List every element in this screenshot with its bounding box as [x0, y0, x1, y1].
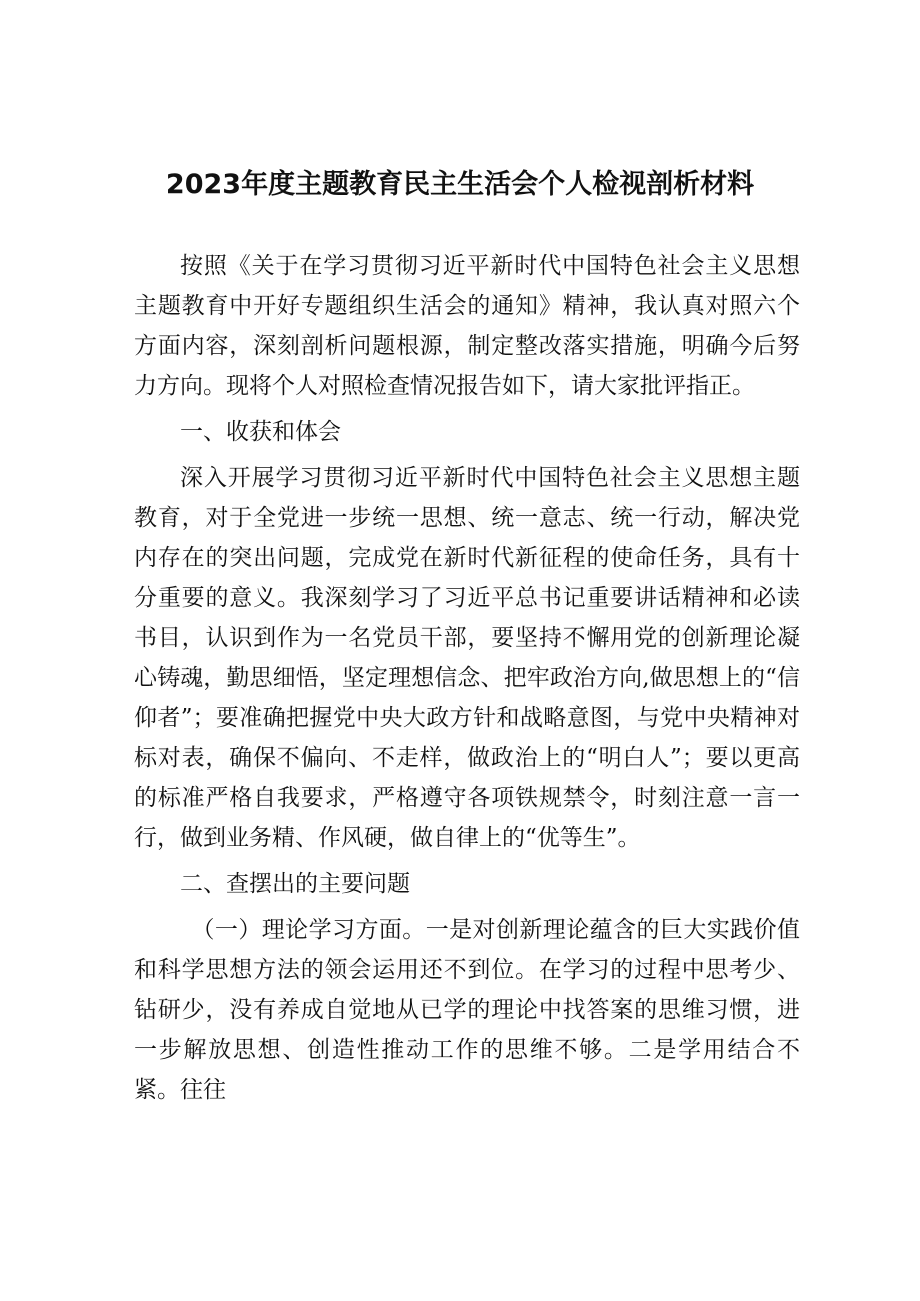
document-title: 2023年度主题教育民主生活会个人检视剖析材料 [165, 169, 755, 200]
section-paragraph-harvest: 深入开展学习贯彻习近平新时代中国特色社会主义思想主题教育，对于全党进一步统一思想、统一意志、统一行动，解决党内存在的突出问题，完成党在新时代新征程的使命任务，具有十分重要的意义。我深刻学习了习近平总书记重要讲话精神和必读书目，认识到作为一名党员干部，要坚持不懈用党的创新理论凝心铸魂，勤思细悟，坚定理想信念、把牢政治方向,做思想上的“信仰者”；要准确把握党中央大政方针和战略意图，与党中央精神对标对表，确保不偏向、不走样，做政治上的“明白人”；要以更高的标准严格自我要求，严格遵守各项铁规禁令，时刻注意一言一行，做到业务精、作风硬，做自律上的“优等生”。 [134, 465, 800, 851]
section-heading-problems: 二、查摆出的主要问题 [180, 871, 410, 897]
document-body [134, 246, 800, 1110]
intro-paragraph: 按照《关于在学习贯彻习近平新时代中国特色社会主义思想主题教育中开好专题组织生活会的通知》精神，我认真对照六个方面内容，深刻剖析问题根源，制定整改落实措施，明确今后努力方向。现将个人对照检查情况报告如下，请大家批评指正。 [134, 253, 800, 399]
section-heading-harvest: 一、收获和体会 [180, 419, 341, 445]
section-paragraph-theory-study: （一）理论学习方面。一是对创新理论蕴含的巨大实践价值和科学思想方法的领会运用还不到位。在学习的过程中思考少、钻研少，没有养成自觉地从已学的理论中找答案的思维习惯，进一步解放思想、创造性推动工作的思维不够。二是学用结合不紧。往往 [134, 917, 800, 1103]
